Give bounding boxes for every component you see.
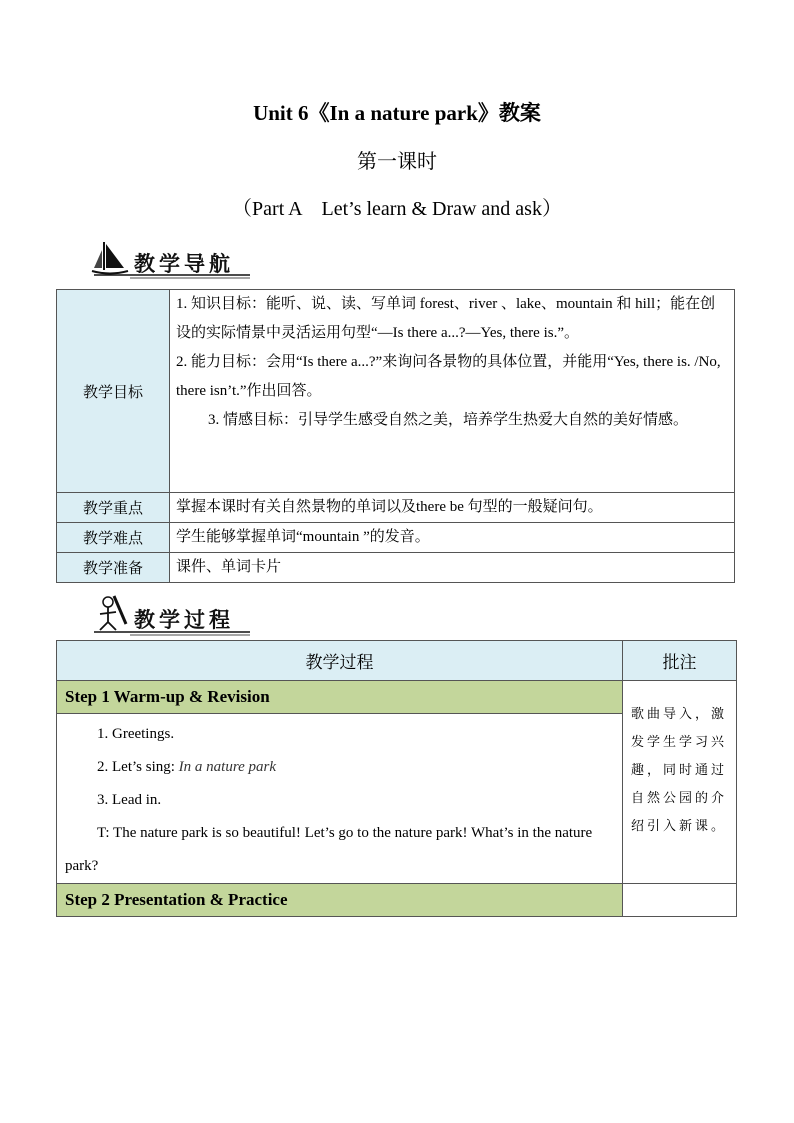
step1-title: Step 1 Warm-up & Revision: [57, 681, 623, 714]
table-row: [57, 641, 737, 681]
table-row: [57, 290, 735, 493]
banner-nav-text: 教学导航: [134, 252, 234, 276]
process-table: [56, 640, 737, 917]
banner-nav: [90, 236, 260, 280]
difficulty-label: 教学难点: [57, 523, 170, 553]
step2-title: Step 2 Presentation & Practice: [57, 884, 623, 917]
table-row: [57, 523, 735, 553]
preparation-value: 课件、单词卡片: [170, 553, 735, 583]
table-row: [57, 884, 737, 917]
objective-emotion: 3. 情感目标：引导学生感受自然之美，培养学生热爱大自然的美好情感。: [208, 412, 689, 428]
document-title: Unit 6《In a nature park》教案: [253, 101, 541, 125]
step1-body: [57, 714, 623, 884]
banner-process: [90, 592, 260, 636]
process-header: 教学过程: [57, 641, 623, 681]
key-point-value: 掌握本课时有关自然景物的单词以及there be 句型的一般疑问句。: [170, 493, 735, 523]
note-step1: 歌曲导入，激发学生学习兴趣，同时通过自然公园的介绍引入新课。: [623, 681, 737, 884]
goal-label: 教学目标: [57, 290, 170, 493]
objective-knowledge: 1. 知识目标：能听、说、读、写单词 forest、river 、lake、mountain 和 hill；能在创设的实际情景中灵活运用句型“—Is there a...?—Yes, there is.”。: [176, 296, 716, 341]
song-title: In a nature park: [178, 759, 277, 775]
step1-line2: [65, 751, 616, 784]
goals-table: [56, 289, 735, 583]
step1-line4: T: The nature park is so beautiful! Let’s go to the nature park! What’s in the nature park?: [65, 825, 593, 874]
banner-process-text: 教学过程: [134, 608, 234, 632]
note-header: 批注: [623, 641, 737, 681]
table-row: [57, 681, 737, 714]
table-row: [57, 553, 735, 583]
key-point-label: 教学重点: [57, 493, 170, 523]
part-label: （Part A Let’s learn & Draw and ask）: [232, 198, 562, 220]
goal-objectives: [170, 290, 735, 493]
step1-line2-prefix: 2. Let’s sing:: [97, 759, 179, 775]
step1-line3: 3. Lead in.: [97, 792, 162, 808]
objective-ability: 2. 能力目标：会用“Is there a...?”来询问各景物的具体位置，并能用“Yes, there is. /No, there isn’t.”作出回答。: [176, 354, 721, 399]
lesson-label: 第一课时: [357, 151, 437, 173]
note-step2: [623, 884, 737, 917]
table-row: [57, 493, 735, 523]
step1-line1: 1. Greetings.: [97, 726, 175, 742]
preparation-label: 教学准备: [57, 553, 170, 583]
difficulty-value: 学生能够掌握单词“mountain ”的发音。: [170, 523, 735, 553]
